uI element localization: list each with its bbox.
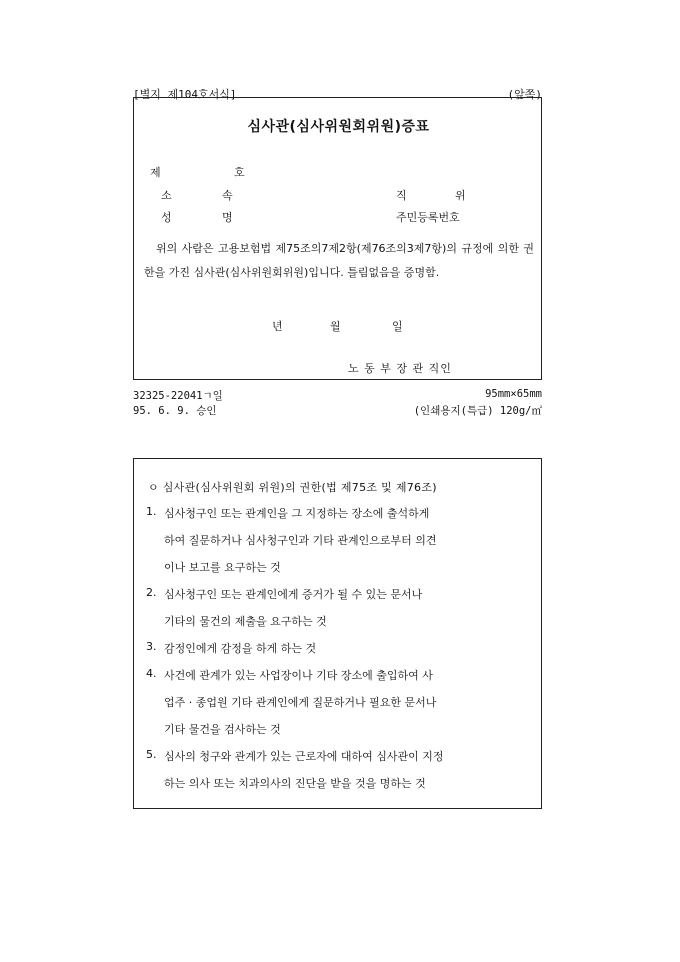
authority-item-2-line-1: 심사청구인 또는 관계인에게 증거가 될 수 있는 문서나 — [164, 588, 423, 601]
authority-item-5-number: 5. — [146, 748, 157, 761]
authority-item-3-line-1: 감정인에게 감정을 하게 하는 것 — [164, 642, 317, 655]
date-day-label: 일 — [392, 320, 403, 333]
authority-item-1-number: 1. — [146, 505, 157, 518]
authority-item-4-line-2: 업주 · 종업원 기타 관계인에게 질문하거나 필요한 문서나 — [164, 696, 437, 709]
date-year-label: 년 — [272, 320, 283, 333]
authority-item-4-line-1: 사건에 관계가 있는 사업장이나 기타 장소에 출입하여 사 — [164, 669, 433, 682]
issuer-seal-line: 노 동 부 장 관 직인 — [348, 362, 452, 375]
approval-date: 95. 6. 9. 승인 — [133, 405, 217, 417]
authority-item-1-line-3: 이나 보고를 요구하는 것 — [164, 561, 281, 574]
number-label-suffix: 호 — [234, 166, 245, 179]
resident-number-label: 주민등록번호 — [396, 211, 460, 224]
authority-item-2-line-2: 기타의 물건의 제출을 요구하는 것 — [164, 615, 327, 628]
certificate-back — [133, 458, 542, 809]
certification-text: 위의 사람은 고용보험법 제75조의7제2항(제76조의3제7항)의 규정에 의한 권한을 가진 심사관(심사위원회위원)입니다. 틀림없음을 증명함. — [144, 242, 534, 279]
authority-item-4-line-3: 기타 물건을 검사하는 것 — [164, 723, 281, 736]
number-label-prefix: 제 — [150, 166, 161, 179]
certificate-front — [133, 97, 542, 380]
form-code: 32325-22041ㄱ일 — [133, 390, 223, 402]
position-label-2: 위 — [455, 189, 466, 202]
paper-spec: (인쇄용지(특급) 120g/㎡ — [413, 405, 542, 417]
date-month-label: 월 — [330, 320, 341, 333]
authority-heading: ㅇ 심사관(심사위원회 위원)의 권한(법 제75조 및 제76조) — [148, 481, 437, 494]
front-side-label: (앞쪽) — [507, 88, 542, 101]
authority-item-1-line-2: 하여 질문하거나 심사청구인과 기타 관계인으로부터 의견 — [164, 534, 437, 547]
affiliation-label-1: 소 — [161, 189, 172, 202]
certificate-title: 심사관(심사위원회위원)증표 — [247, 119, 430, 135]
position-label-1: 직 — [396, 189, 407, 202]
card-size: 95mm×65mm — [485, 388, 542, 400]
authority-item-4-number: 4. — [146, 667, 157, 680]
authority-item-5-line-2: 하는 의사 또는 치과의사의 진단을 받을 것을 명하는 것 — [164, 777, 426, 790]
authority-item-2-number: 2. — [146, 586, 157, 599]
authority-item-1-line-1: 심사청구인 또는 관계인을 그 지정하는 장소에 출석하게 — [164, 507, 430, 520]
authority-item-3-number: 3. — [146, 640, 157, 653]
name-label-2: 명 — [222, 211, 233, 224]
form-number-label: [별지 제104호서식] — [133, 88, 237, 101]
affiliation-label-2: 속 — [222, 189, 233, 202]
authority-item-5-line-1: 심사의 청구와 관계가 있는 근로자에 대하여 심사관이 지정 — [164, 750, 444, 763]
name-label-1: 성 — [161, 211, 172, 224]
